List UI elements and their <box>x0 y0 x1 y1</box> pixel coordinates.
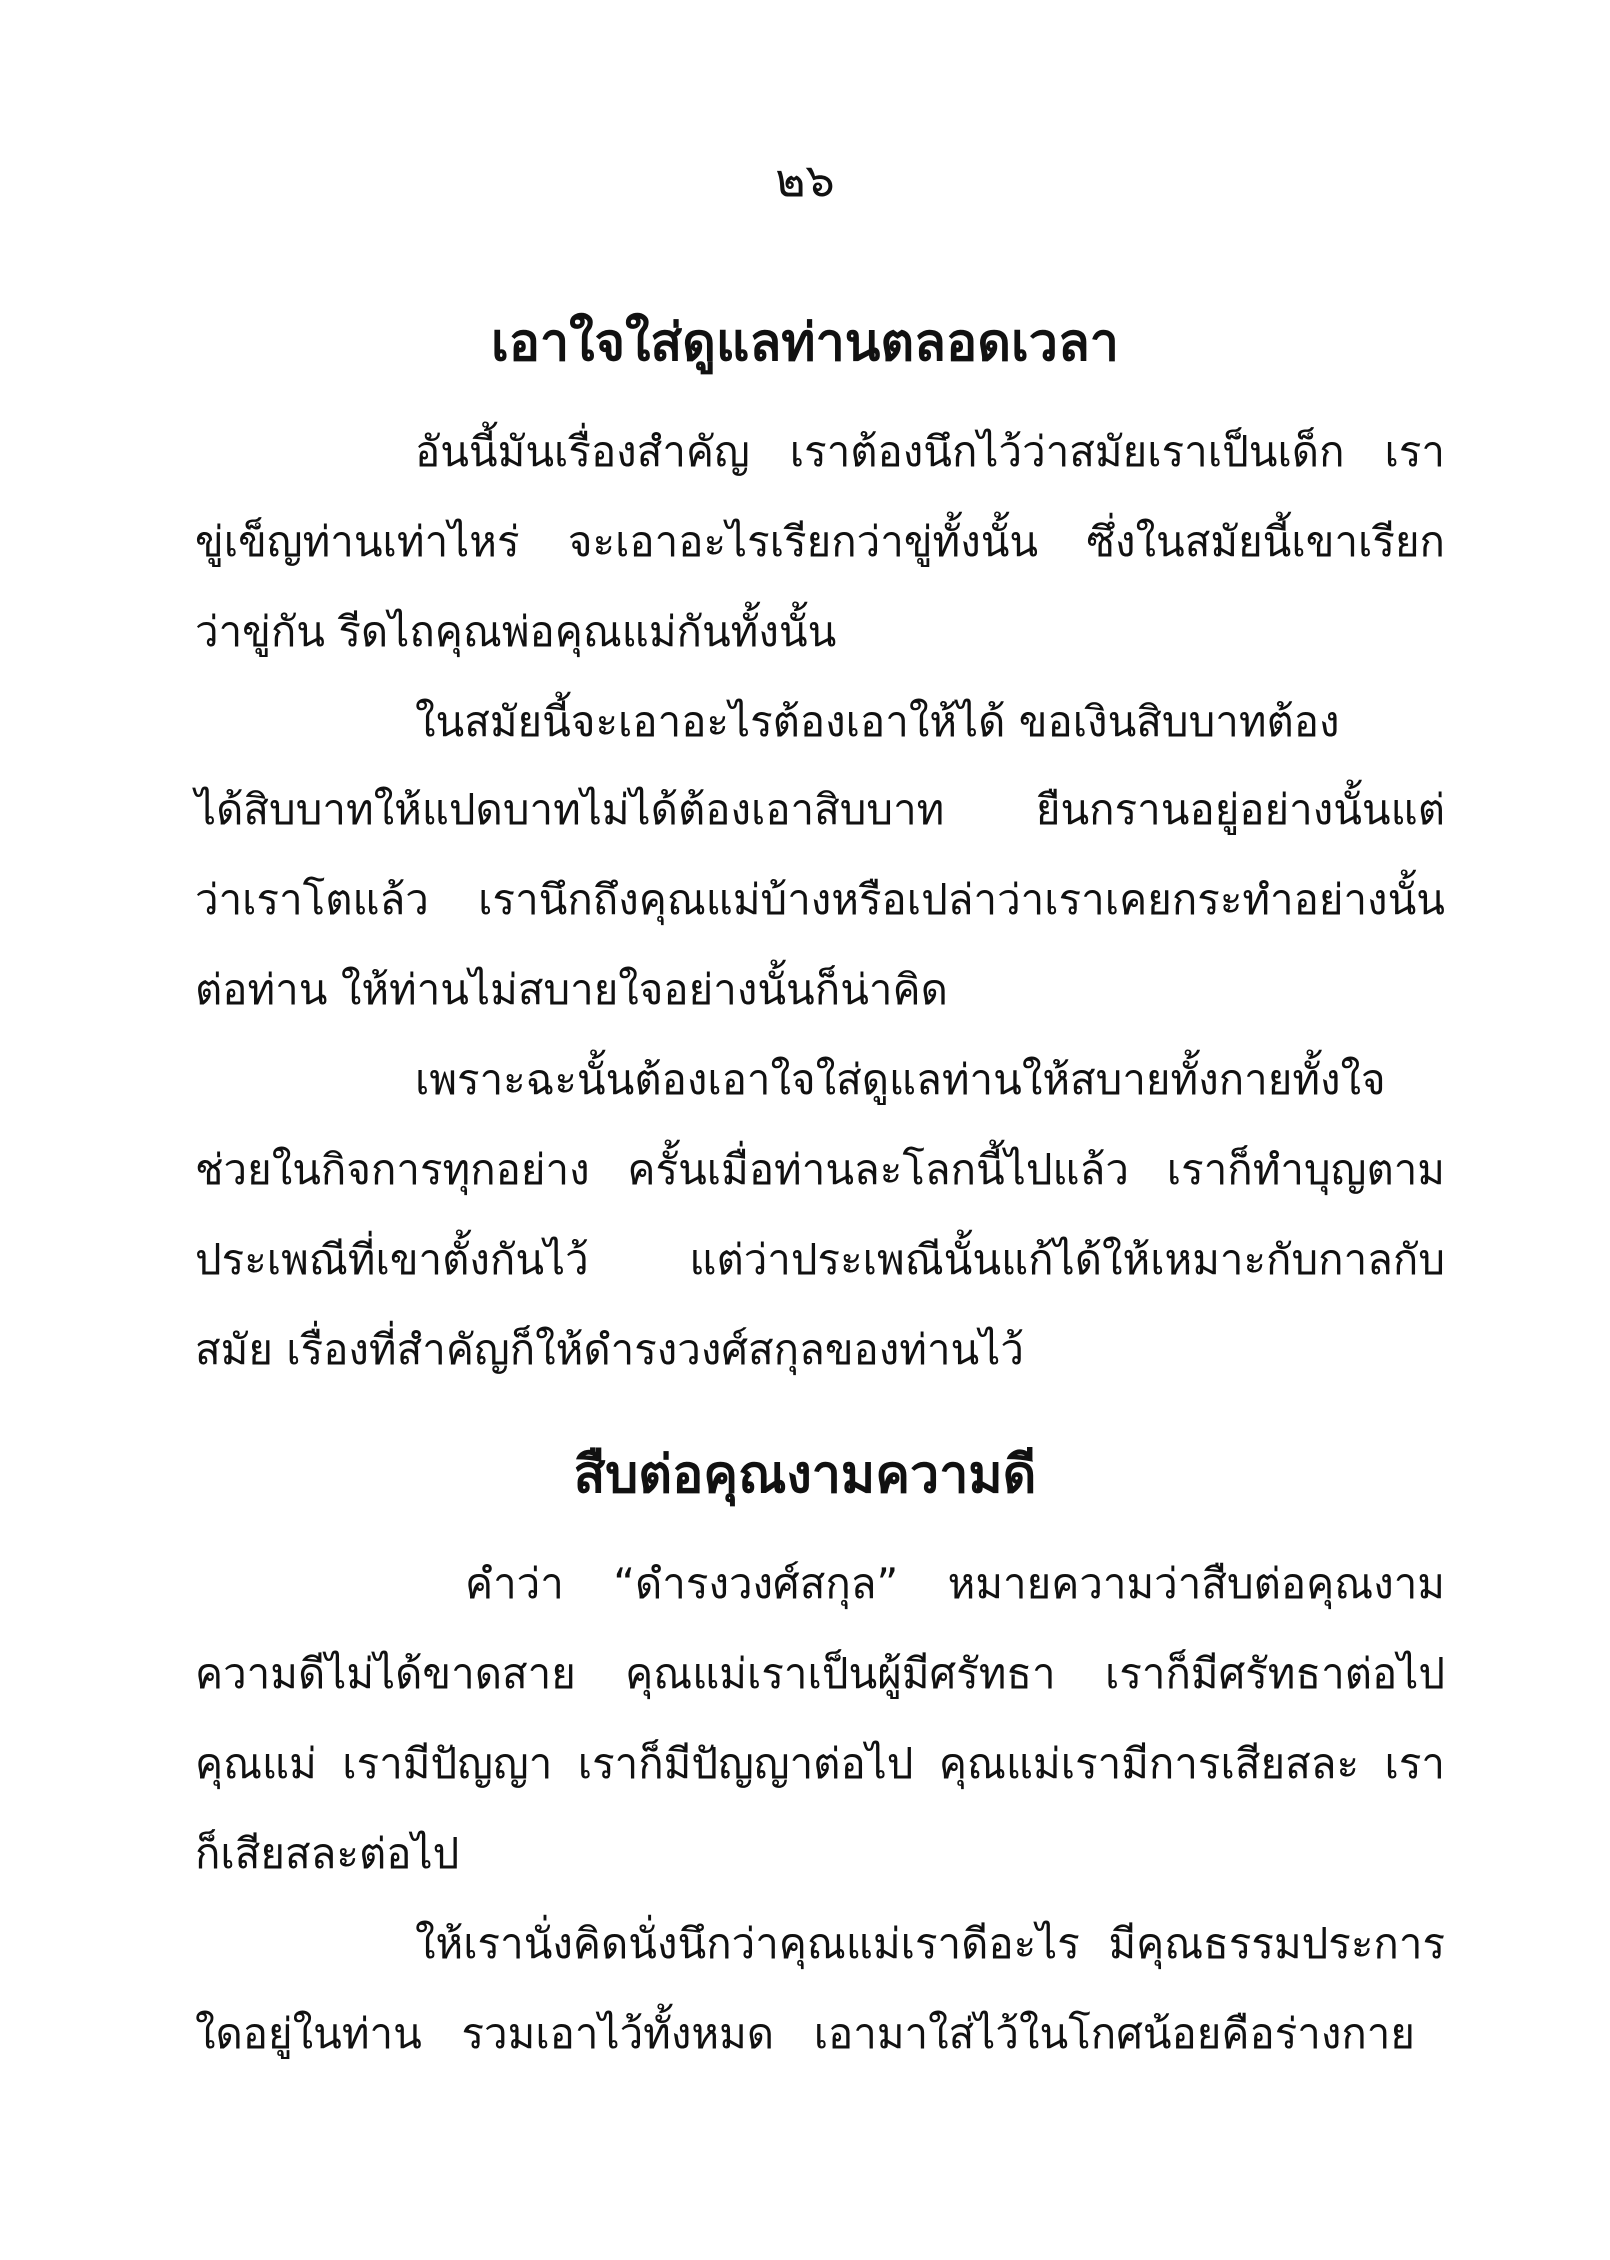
paragraph-line: คุณแม่ เรามีปัญญา เราก็มีปัญญาต่อไป คุณแม่เรามีการเสียสละ เรา <box>195 1739 1445 1788</box>
paragraph-line: สมัย เรื่องที่สำคัญก็ให้ดำรงวงศ์สกุลของท่านไว้ <box>195 1325 1024 1374</box>
section-heading: สืบต่อคุณงามความดี <box>573 1445 1037 1505</box>
paragraph-line: ก็เสียสละต่อไป <box>195 1829 460 1878</box>
paragraph-line: ให้เรานั่งคิดนั่งนึกว่าคุณแม่เราดีอะไร มีคุณธรรมประการ <box>415 1919 1445 1968</box>
paragraph-line: ประเพณีที่เขาตั้งกันไว้ แต่ว่าประเพณีนั้นแก้ได้ให้เหมาะกับกาลกับ <box>195 1235 1445 1284</box>
paragraph-line: อันนี้มันเรื่องสำคัญ เราต้องนึกไว้ว่าสมัยเราเป็นเด็ก เรา <box>415 427 1445 476</box>
paragraph-line: ความดีไม่ได้ขาดสาย คุณแม่เราเป็นผู้มีศรัทธา เราก็มีศรัทธาต่อไป <box>195 1649 1445 1698</box>
paragraph-line: ในสมัยนี้จะเอาอะไรต้องเอาให้ได้ ขอเงินสิบบาทต้อง <box>415 697 1340 746</box>
paragraph-line: ช่วยในกิจการทุกอย่าง ครั้นเมื่อท่านละโลกนี้ไปแล้ว เราก็ทำบุญตาม <box>195 1145 1445 1194</box>
paragraph-line: ว่าเราโตแล้ว เรานึกถึงคุณแม่บ้างหรือเปล่าว่าเราเคยกระทำอย่างนั้น <box>195 875 1445 924</box>
paragraph-line: ว่าขู่กัน รีดไถคุณพ่อคุณแม่กันทั้งนั้น <box>195 607 837 656</box>
paragraph-line: ได้สิบบาทให้แปดบาทไม่ได้ต้องเอาสิบบาท ยืนกรานอยู่อย่างนั้นแต่ <box>195 785 1445 834</box>
section-heading: เอาใจใส่ดูแลท่านตลอดเวลา <box>490 313 1120 373</box>
page-number: ๒๖ <box>775 153 835 207</box>
paragraph-line: ขู่เข็ญท่านเท่าไหร่ จะเอาอะไรเรียกว่าขู่ทั้งนั้น ซึ่งในสมัยนี้เขาเรียก <box>195 517 1445 566</box>
paragraph-line: คำว่า “ดำรงวงศ์สกุล” หมายความว่าสืบต่อคุณงาม <box>465 1559 1445 1608</box>
paragraph-line: เพราะฉะนั้นต้องเอาใจใส่ดูแลท่านให้สบายทั้งกายทั้งใจ <box>415 1055 1386 1104</box>
paragraph-line: ใดอยู่ในท่าน รวมเอาไว้ทั้งหมด เอามาใส่ไว้ในโกศน้อยคือร่างกาย <box>195 2009 1415 2058</box>
paragraph-line: ต่อท่าน ให้ท่านไม่สบายใจอย่างนั้นก็น่าคิด <box>195 965 948 1014</box>
